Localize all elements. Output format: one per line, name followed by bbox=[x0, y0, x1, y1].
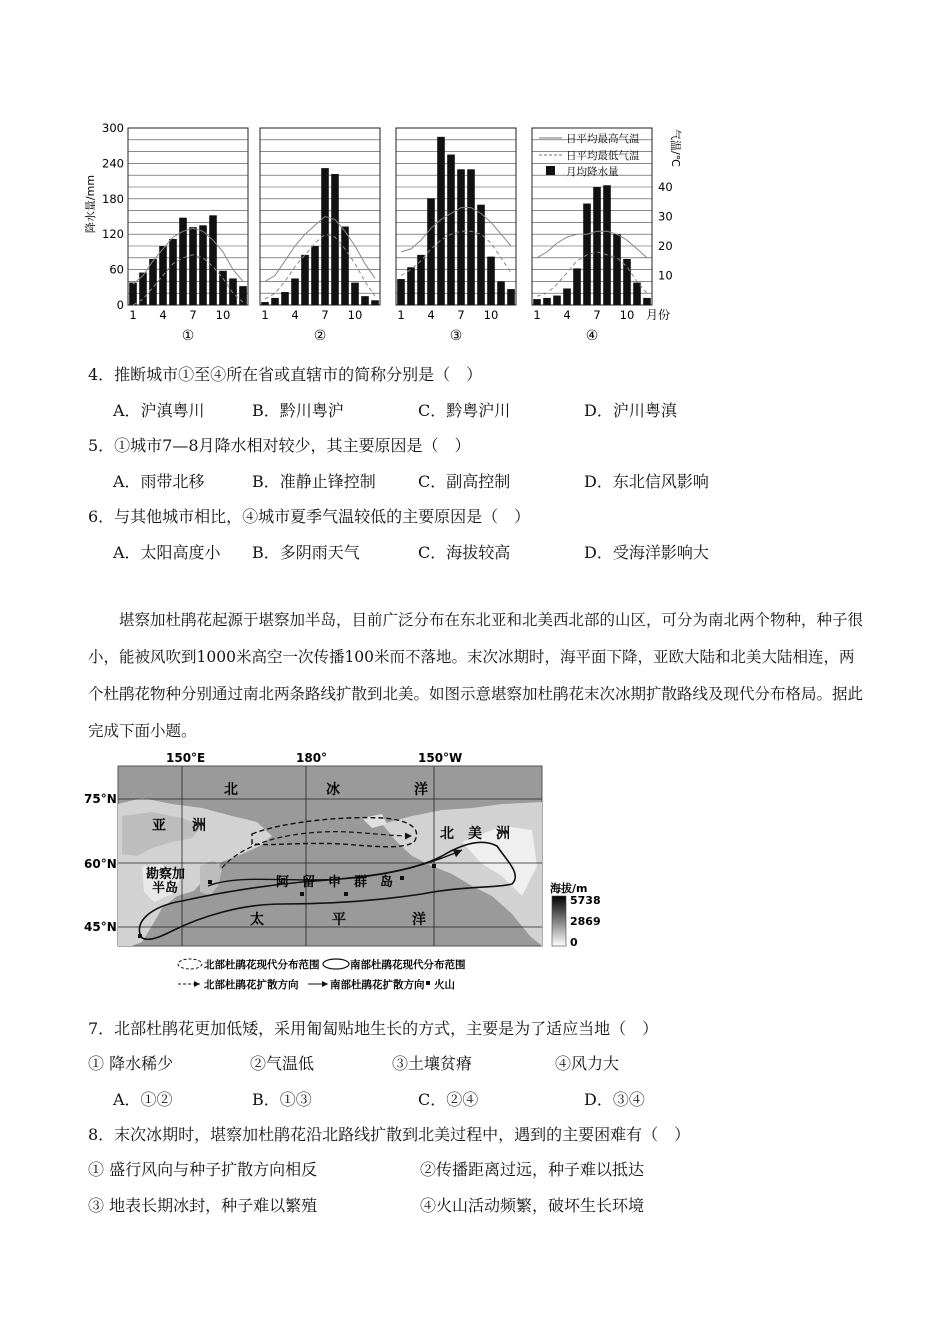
y-tick-label: 0 bbox=[116, 298, 124, 312]
legend-precip: 月均降水量 bbox=[566, 166, 619, 178]
x-tick-label: 10 bbox=[619, 308, 635, 322]
climate-panel-3 bbox=[396, 128, 516, 344]
q8-item-4: ④火山活动频繁，破坏生长环境 bbox=[420, 1196, 645, 1215]
label-ping: 平 bbox=[332, 912, 346, 928]
q8-item-1: ① 盛行风向与种子扩散方向相反 bbox=[88, 1160, 318, 1179]
panel-name: ① bbox=[181, 328, 195, 344]
legend-south-dir: 南部杜鹃花扩散方向 bbox=[330, 979, 425, 991]
legend-volcano: 火山 bbox=[434, 979, 455, 991]
q8-item-3: ③ 地表长期冰封，种子难以繁殖 bbox=[88, 1196, 318, 1215]
x-tick-label: 4 bbox=[427, 308, 435, 322]
q7-item-3: ③土壤贫瘠 bbox=[392, 1054, 473, 1073]
legend-south-range: 南部杜鹃花现代分布范围 bbox=[350, 959, 466, 971]
precip-bar bbox=[643, 298, 651, 305]
q4-option-b[interactable]: B．黔川粤沪 bbox=[252, 401, 344, 420]
lat-60n: 60°N bbox=[84, 857, 117, 871]
precip-bar bbox=[457, 169, 465, 305]
x-tick-label: 1 bbox=[397, 308, 405, 322]
q6-option-b[interactable]: B．多阴雨天气 bbox=[252, 543, 360, 562]
precip-bar bbox=[229, 278, 237, 305]
elev-mid: 2869 bbox=[570, 915, 601, 928]
map-body bbox=[118, 766, 542, 946]
lat-75n: 75°N bbox=[84, 792, 117, 806]
precip-bar bbox=[497, 281, 505, 305]
precip-bar bbox=[271, 298, 279, 305]
precip-bar bbox=[331, 174, 339, 305]
panel-name: ③ bbox=[449, 328, 463, 344]
elevation-scale bbox=[550, 881, 601, 949]
y-tick-label: 240 bbox=[102, 156, 124, 171]
precip-bar bbox=[633, 283, 641, 305]
q7-item-2: ②气温低 bbox=[250, 1054, 315, 1073]
legend-min-temp: 日平均最低气温 bbox=[566, 150, 640, 162]
label-kamchatka-1: 勘察加 bbox=[146, 867, 186, 882]
q8-stem: 8．末次冰期时，堪察加杜鹃花沿北路线扩散到北美过程中，遇到的主要困难有（ ） bbox=[88, 1125, 691, 1144]
precip-bar bbox=[397, 279, 405, 305]
x-tick-label: 4 bbox=[291, 308, 299, 322]
panel-frame bbox=[260, 128, 380, 305]
precip-bar bbox=[623, 259, 631, 305]
precip-bar bbox=[507, 289, 515, 305]
q4-option-d[interactable]: D．沪川粤滇 bbox=[584, 401, 677, 420]
label-ya: 亚 bbox=[152, 818, 166, 834]
panel-name: ④ bbox=[585, 328, 599, 344]
y-tick-label: 300 bbox=[102, 121, 124, 135]
q4-option-c[interactable]: C．黔粤沪川 bbox=[418, 401, 511, 420]
precip-bar bbox=[371, 300, 379, 305]
map-figure bbox=[82, 746, 622, 996]
label-bing: 冰 bbox=[326, 782, 340, 798]
climate-panel-2 bbox=[260, 128, 380, 344]
x-unit: 月份 bbox=[646, 308, 671, 322]
precip-bar bbox=[341, 227, 349, 305]
precip-bar bbox=[603, 185, 611, 305]
y2-tick-label: 20 bbox=[658, 239, 673, 253]
legend-max-temp: 日平均最高气温 bbox=[566, 133, 640, 145]
q8-item-2: ②传播距离过远，种子难以抵达 bbox=[420, 1160, 645, 1179]
lon-150w: 150°W bbox=[418, 751, 463, 765]
passage-text: 堪察加杜鹃花起源于堪察加半岛，目前广泛分布在东北亚和北美西北部的山区，可分为南北两个物种，种子很小，能被风吹到1000米高空一次传播100米而不落地。末次冰期时，海平面下降，亚欧大陆和北美大陆相连，两个杜鹃花物种分别通过南北两条路线扩散到北美。如图示意堪察加杜鹃花末次冰期扩散路线及现代分布格局。据此完成下面小题。 bbox=[88, 611, 864, 740]
q5-stem: 5．①城市7—8月降水相对较少，其主要原因是（ ） bbox=[88, 436, 471, 455]
x-tick-label: 7 bbox=[189, 308, 197, 322]
y2-tick-label: 40 bbox=[658, 180, 673, 194]
precip-bar bbox=[613, 234, 621, 305]
label-kamchatka-2: 半岛 bbox=[152, 881, 179, 896]
x-tick-label: 10 bbox=[483, 308, 499, 322]
y2-tick-label: 10 bbox=[658, 268, 673, 283]
precip-bar bbox=[543, 298, 551, 305]
x-tick-label: 7 bbox=[457, 308, 465, 322]
precip-bar bbox=[209, 215, 217, 305]
precip-bar bbox=[311, 246, 319, 305]
precip-bar bbox=[407, 267, 415, 305]
q7-item-1: ① 降水稀少 bbox=[88, 1054, 174, 1073]
y-tick-label: 120 bbox=[102, 227, 124, 242]
label-north-america: 北 美 洲 bbox=[440, 826, 510, 842]
x-tick-label: 4 bbox=[159, 308, 167, 322]
label-zhou: 洲 bbox=[192, 818, 206, 834]
q7-option-a[interactable]: A．①② bbox=[113, 1090, 173, 1109]
precip-bar bbox=[189, 227, 197, 305]
precip-bar bbox=[487, 257, 495, 305]
precip-bar bbox=[281, 292, 289, 305]
q6-option-d[interactable]: D．受海洋影响大 bbox=[584, 543, 709, 562]
precip-bar bbox=[477, 205, 485, 305]
label-yang: 洋 bbox=[414, 782, 428, 798]
lon-180: 180° bbox=[296, 751, 328, 765]
x-tick-label: 7 bbox=[593, 308, 601, 322]
precip-bar bbox=[563, 288, 571, 305]
q5-option-a[interactable]: A．雨带北移 bbox=[113, 472, 205, 491]
y-tick-label: 60 bbox=[109, 262, 124, 277]
q6-stem: 6．与其他城市相比，④城市夏季气温较低的主要原因是（ ） bbox=[88, 507, 531, 526]
q6-option-c[interactable]: C．海拔较高 bbox=[418, 543, 511, 562]
q7-option-b[interactable]: B．①③ bbox=[252, 1090, 312, 1109]
x-tick-label: 1 bbox=[261, 308, 269, 322]
x-tick-label: 1 bbox=[129, 308, 137, 322]
precip-bar bbox=[199, 225, 207, 305]
panel-name: ② bbox=[313, 328, 327, 344]
passage bbox=[88, 602, 868, 750]
elev-max: 5738 bbox=[570, 894, 601, 907]
precip-bar bbox=[533, 299, 541, 305]
precip-bar bbox=[169, 239, 177, 305]
climate-charts bbox=[80, 118, 690, 350]
precip-bar bbox=[351, 283, 359, 305]
precip-bar bbox=[467, 169, 475, 305]
lat-45n: 45°N bbox=[84, 920, 117, 934]
label-bei: 北 bbox=[224, 782, 238, 798]
precip-bar bbox=[583, 204, 591, 305]
q4-stem: 4．推断城市①至④所在省或直辖市的简称分别是（ ） bbox=[88, 365, 483, 384]
q7-stem: 7．北部杜鹃花更加低矮，采用匍匐贴地生长的方式，主要是为了适应当地（ ） bbox=[88, 1019, 659, 1038]
legend-north-dir: 北部杜鹃花扩散方向 bbox=[204, 979, 299, 991]
precip-bar bbox=[301, 255, 309, 305]
precip-bar bbox=[447, 155, 455, 305]
q7-option-d[interactable]: D．③④ bbox=[584, 1090, 645, 1109]
lon-150e: 150°E bbox=[166, 751, 206, 765]
legend-north-range: 北部杜鹃花现代分布范围 bbox=[204, 959, 320, 971]
y-tick-label: 180 bbox=[102, 191, 124, 206]
elev-title: 海拔/m bbox=[550, 882, 588, 895]
y2-axis-label: 气温/℃ bbox=[669, 128, 682, 168]
q6-option-a[interactable]: A．太阳高度小 bbox=[113, 543, 221, 562]
precip-bar bbox=[239, 286, 247, 305]
q4-option-a[interactable]: A．沪滇粤川 bbox=[113, 401, 205, 420]
precip-bar bbox=[593, 187, 601, 305]
label-aleutian: 阿 留 申 群 岛 bbox=[276, 875, 394, 890]
precip-bar bbox=[261, 302, 269, 305]
q5-option-d[interactable]: D．东北信风影响 bbox=[584, 472, 709, 491]
precip-bar bbox=[291, 278, 299, 305]
precip-bar bbox=[417, 255, 425, 305]
label-yang2: 洋 bbox=[412, 912, 426, 928]
x-tick-label: 1 bbox=[533, 308, 541, 322]
precip-bar bbox=[553, 296, 561, 305]
label-tai: 太 bbox=[250, 912, 264, 928]
q7-item-4: ④风力大 bbox=[555, 1054, 620, 1073]
y2-tick-label: 30 bbox=[658, 209, 673, 224]
climate-panel-1 bbox=[128, 128, 248, 344]
q5-option-c[interactable]: C．副高控制 bbox=[418, 472, 511, 491]
x-tick-label: 4 bbox=[563, 308, 571, 322]
x-tick-label: 10 bbox=[347, 308, 363, 322]
precip-bar bbox=[149, 259, 157, 305]
precip-bar bbox=[437, 137, 445, 305]
elev-min: 0 bbox=[570, 936, 578, 949]
x-tick-label: 10 bbox=[215, 308, 231, 322]
map-legend bbox=[178, 958, 466, 991]
precip-bar bbox=[361, 296, 369, 305]
precip-bar bbox=[573, 268, 581, 305]
x-tick-label: 7 bbox=[321, 308, 329, 322]
q5-option-b[interactable]: B．准静止锋控制 bbox=[252, 472, 376, 491]
y-axis-label: 降水量/mm bbox=[84, 174, 97, 234]
precip-bar bbox=[129, 283, 137, 305]
q7-option-c[interactable]: C．②④ bbox=[418, 1090, 479, 1109]
